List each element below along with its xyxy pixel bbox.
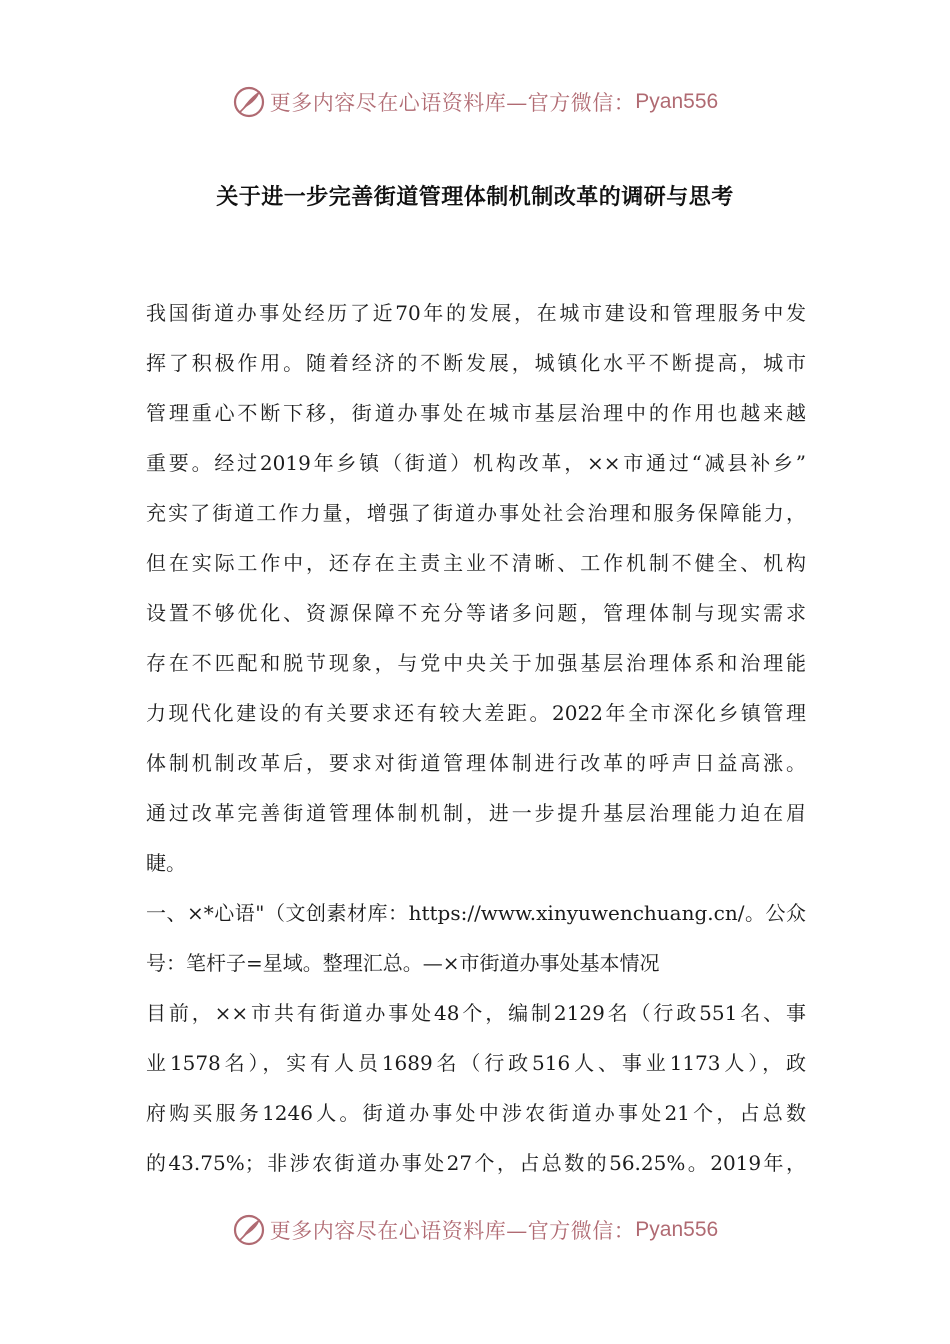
paragraph-line: 存在不匹配和脱节现象，与党中央关于加强基层治理体系和治理能	[146, 651, 806, 675]
paragraph-line: 重要。经过2019年乡镇（街道）机构改革，××市通过“减县补乡”	[146, 451, 806, 475]
banner-text: 更多内容尽在心语资料库—官方微信：	[269, 91, 636, 115]
paragraph-line: 业1578名），实有人员1689名（行政516人、事业1173人），政	[146, 1051, 806, 1075]
paragraph-line: 挥了积极作用。随着经济的不断发展，城镇化水平不断提高，城市	[146, 351, 806, 375]
paragraph-line: 力现代化建设的有关要求还有较大差距。2022年全市深化乡镇管理	[146, 701, 806, 725]
feather-pen-icon	[232, 1213, 266, 1247]
paragraph-line: 管理重心不断下移，街道办事处在城市基层治理中的作用也越来越	[146, 401, 806, 425]
paragraph-line: 府购买服务1246人。街道办事处中涉农街道办事处21个，占总数	[146, 1101, 806, 1125]
document-title: 关于进一步完善街道管理体制机制改革的调研与思考	[216, 185, 734, 210]
paragraph-line: 设置不够优化、资源保障不充分等诸多问题，管理体制与现实需求	[146, 601, 806, 625]
banner-wechat-id: Pyan556	[635, 1218, 719, 1241]
paragraph-line: 但在实际工作中，还存在主责主业不清晰、工作机制不健全、机构	[146, 551, 806, 575]
header-watermark-banner	[0, 82, 950, 122]
paragraph-line: 目前，××市共有街道办事处48个，编制2129名（行政551名、事	[146, 1001, 806, 1025]
banner-wechat-id: Pyan556	[635, 90, 719, 113]
paragraph-line: 体制机制改革后，要求对街道管理体制进行改革的呼声日益高涨。	[146, 751, 806, 775]
paragraph-line: 睫。	[146, 851, 186, 875]
paragraph-line: 充实了街道工作力量，增强了街道办事处社会治理和服务保障能力，	[146, 501, 806, 525]
paragraph-line: 我国街道办事处经历了近70年的发展，在城市建设和管理服务中发	[146, 301, 806, 325]
paragraph-line: 通过改革完善街道管理体制机制，进一步提升基层治理能力迫在眉	[146, 801, 806, 825]
feather-pen-icon	[232, 85, 266, 119]
footer-watermark-banner	[0, 1210, 950, 1250]
section-heading-line: 号：笔杆子=星域。整理汇总。—×市街道办事处基本情况	[146, 951, 660, 975]
banner-text: 更多内容尽在心语资料库—官方微信：	[269, 1219, 636, 1243]
paragraph-line: 的43.75%；非涉农街道办事处27个，占总数的56.25%。2019年，	[146, 1151, 806, 1175]
document-body	[146, 288, 806, 1188]
section-heading-line: 一、×*心语"（文创素材库：https://www.xinyuwenchuang.cn/。公众	[146, 901, 806, 925]
